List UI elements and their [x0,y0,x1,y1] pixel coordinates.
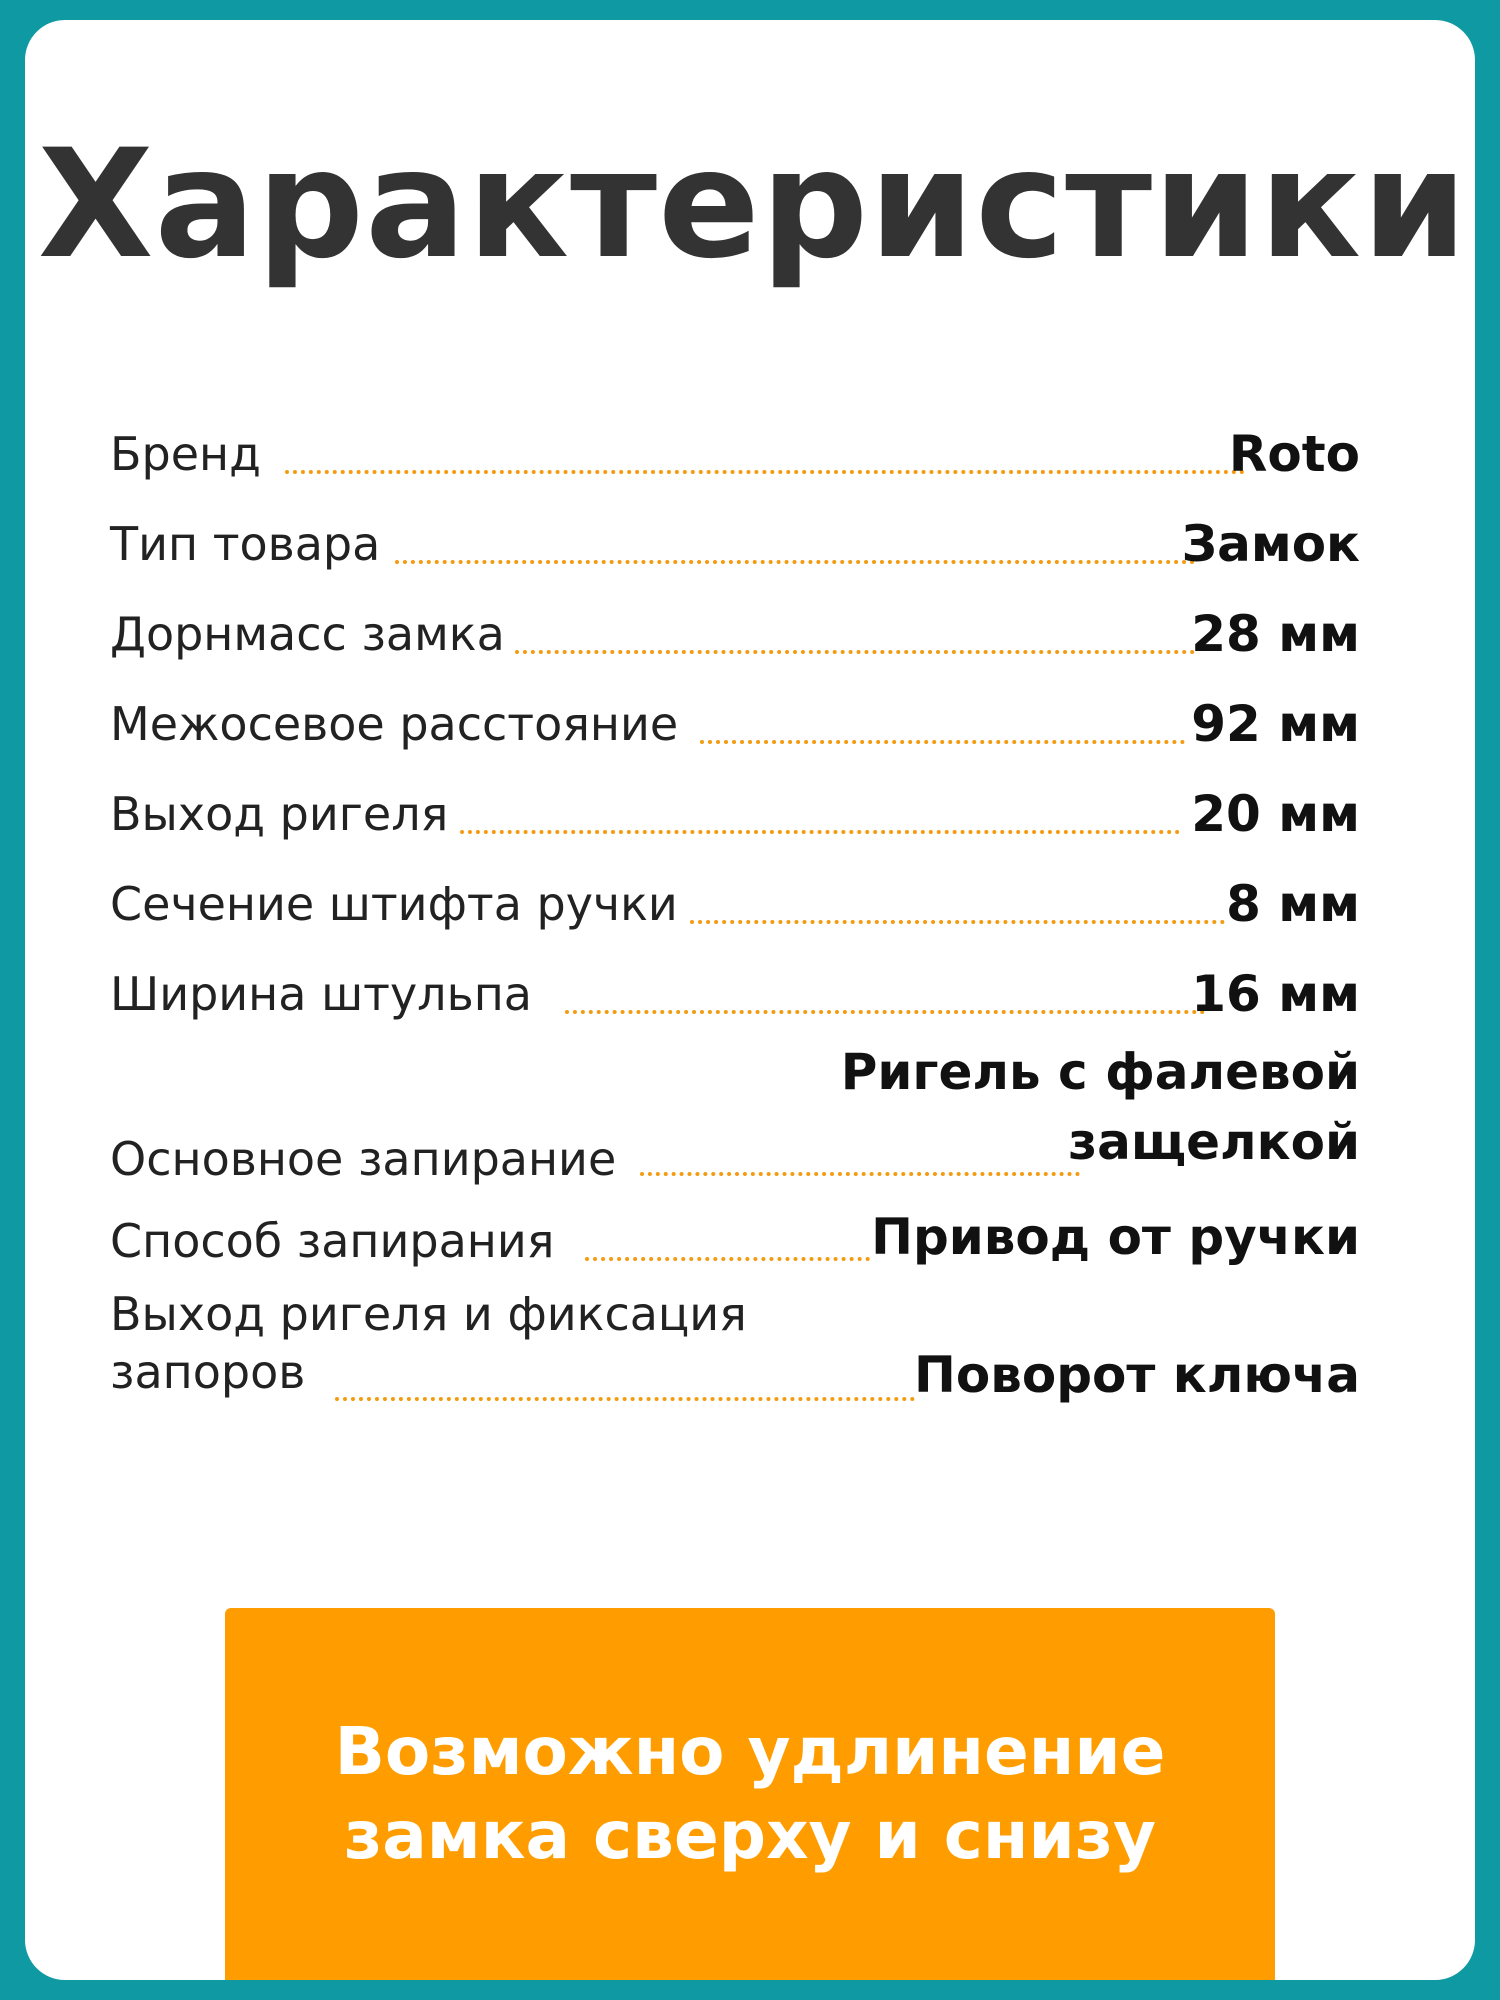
spec-row-backset [25,580,1475,670]
spec-value: 28 мм [1191,605,1360,663]
page-title: Характеристики [37,118,1469,292]
spec-row-product-type [25,490,1475,580]
spec-value-line2: защелкой [1068,1113,1360,1171]
spec-label-line1: Выход ригеля и фиксация [110,1287,747,1341]
spec-card [25,20,1475,1980]
dot-leader [690,920,1225,924]
spec-label-line2: запоров [110,1345,306,1399]
dot-leader [640,1172,1080,1176]
spec-label: Основное запирание [110,1132,617,1186]
spec-label: Ширина штульпа [110,967,532,1021]
dot-leader [565,1010,1205,1014]
spec-row-spindle-section [25,850,1475,940]
spec-row-bolt-fixation [25,1285,1475,1425]
dot-leader [460,830,1180,834]
spec-row-locking-method [25,1190,1475,1280]
spec-label: Выход ригеля [110,787,449,841]
spec-value: 16 мм [1191,965,1360,1023]
spec-row-bolt-throw [25,760,1475,850]
spec-label: Межосевое расстояние [110,697,679,751]
spec-label: Бренд [110,427,261,481]
dot-leader [395,560,1195,564]
spec-value-line1: Ригель с фалевой [840,1043,1360,1101]
extension-banner [225,1608,1275,1980]
spec-row-brand [25,400,1475,490]
spec-label: Сечение штифта ручки [110,877,678,931]
spec-label: Способ запирания [110,1214,555,1268]
dot-leader [515,650,1195,654]
spec-value: 92 мм [1191,695,1360,753]
dot-leader [285,470,1245,474]
extension-banner-text [250,1710,1250,1878]
spec-value: 20 мм [1191,785,1360,843]
spec-value: Привод от ручки [871,1208,1360,1266]
spec-row-center-distance [25,670,1475,760]
spec-value: Замок [1181,515,1360,573]
spec-row-main-locking [25,1040,1475,1190]
banner-line2: замка сверху и снизу [343,1797,1157,1874]
spec-row-faceplate-width [25,940,1475,1030]
dot-leader [585,1257,870,1261]
spec-value: 8 мм [1226,875,1360,933]
spec-label: Тип товара [110,517,381,571]
banner-line1: Возможно удлинение [334,1713,1166,1790]
spec-label: Дорнмасс замка [110,607,505,661]
dot-leader [700,740,1185,744]
spec-value: Roto [1228,425,1360,483]
dot-leader [335,1397,915,1401]
spec-value: Поворот ключа [914,1346,1360,1404]
